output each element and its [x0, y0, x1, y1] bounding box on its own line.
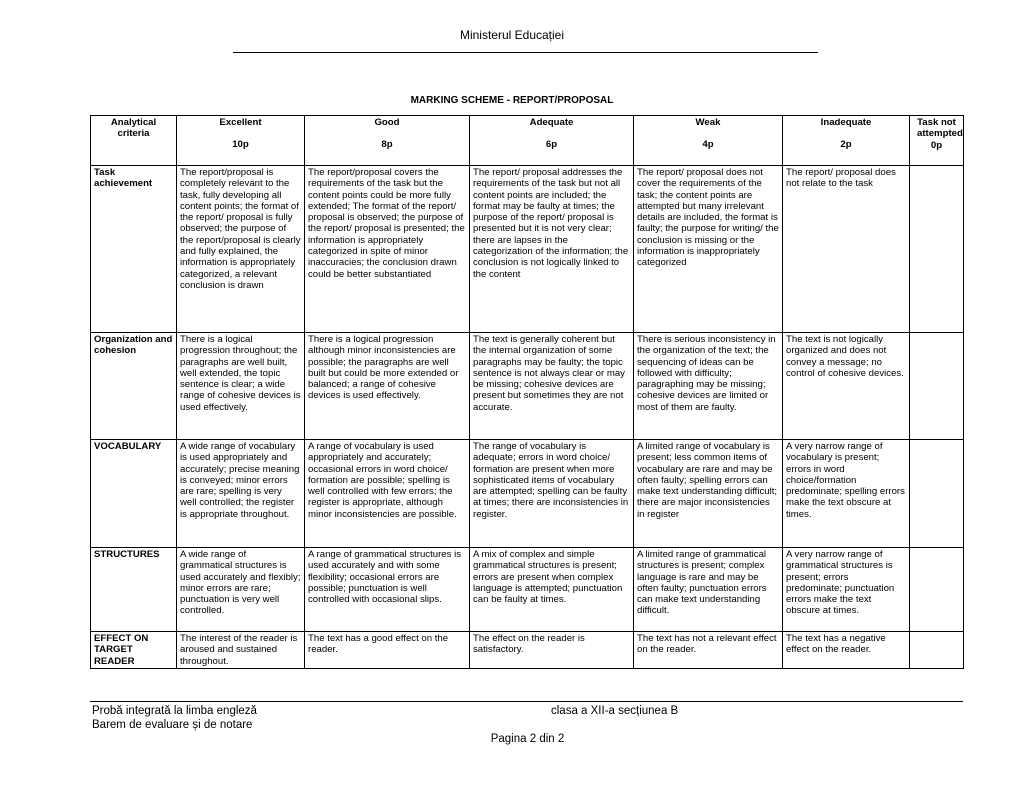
descriptor-cell: The text has a negative effect on the reader. [783, 632, 910, 669]
column-points: 6p [545, 139, 558, 151]
descriptor-cell: The report/ proposal does not relate to the task [783, 166, 910, 333]
descriptor-cell [910, 333, 964, 440]
descriptor-cell: The range of vocabulary is adequate; errors in word choice/ formation are present when more sophisticated items of vocabulary are attempted; spelling can be faulty at times; there are inconsistencies in register. [470, 440, 634, 548]
footer-exam-name: Probă integrată la limba engleză [92, 705, 257, 717]
column-header-good [305, 116, 470, 166]
column-label: Good [374, 117, 400, 128]
descriptor-cell [910, 632, 964, 669]
criterion-cell: Organization and cohesion [91, 333, 177, 440]
criterion-cell: EFFECT ON TARGET READER [91, 632, 177, 669]
table-row-structures [91, 548, 964, 632]
descriptor-cell: The report/proposal covers the requirements of the task but the content points could be more fully extended; The format of the report/ proposal is observed; the purpose of the report/ proposal is presented; the information is appropriately categorized in spite of minor inaccuracies; the conclusion drawn could be better substantiated [305, 166, 470, 333]
footer-divider [90, 701, 963, 702]
descriptor-cell: A limited range of vocabulary is present; less common items of vocabulary are rare and may be often faulty; spelling errors can make text understanding difficult; there are major inconsistencies in register [634, 440, 783, 548]
descriptor-cell: The text is generally coherent but the internal organization of some paragraphs may be faulty; the topic sentence is not always clear or may be missing; cohesive devices are present but sometimes they are not accurate. [470, 333, 634, 440]
column-points: 0p [930, 139, 943, 151]
column-label: Inadequate [820, 117, 872, 128]
column-label: Excellent [219, 117, 262, 128]
criterion-cell: VOCABULARY [91, 440, 177, 548]
descriptor-cell: The report/ proposal addresses the requirements of the task but not all content points are included; the format may be faulty at times; the purpose of the report/ proposal is presented but it is not very clear; there are lapses in the categorization of the information; the conclusion is not logically linked to the content [470, 166, 634, 333]
descriptor-cell: A range of vocabulary is used appropriately and accurately; occasional errors in word choice/ formation are possible; spelling is well controlled with few errors; the register is appropriate, although minor inconsistencies are possible. [305, 440, 470, 548]
footer-class: clasa a XII-a secțiunea B [551, 705, 679, 717]
column-header-adequate [470, 116, 634, 166]
descriptor-cell: A wide range of grammatical structures is used accurately and flexibly; minor errors are rare; punctuation is very well controlled. [177, 548, 305, 632]
table-row-organization [91, 333, 964, 440]
table-row-effect-on-reader [91, 632, 964, 669]
descriptor-cell [910, 440, 964, 548]
descriptor-cell: The interest of the reader is aroused and sustained throughout. [177, 632, 305, 669]
column-label: Adequate [529, 117, 574, 128]
descriptor-cell [910, 166, 964, 333]
descriptor-cell: A mix of complex and simple grammatical structures is present; errors are present when complex language is attempted; punctuation can be faulty at times. [470, 548, 634, 632]
table-row-task-achievement [91, 166, 964, 333]
page-number: Pagina 2 din 2 [490, 733, 565, 745]
column-label: Weak [695, 117, 721, 128]
descriptor-cell: A limited range of grammatical structures is present; complex language is rare and may be often faulty; punctuation errors can make text understanding difficult. [634, 548, 783, 632]
column-header-not-attempted [910, 116, 964, 166]
descriptor-cell: The report/proposal is completely relevant to the task, fully developing all content points; the format of the report/ proposal is fully observed; the purpose of the report/proposal is clearly and fully explained, the information is appropriately categorized, a relevant conclusion is drawn [177, 166, 305, 333]
descriptor-cell: There is a logical progression although minor inconsistencies are possible; the paragraphs are well built but could be more extended or balanced; a range of cohesive devices is used effectively. [305, 333, 470, 440]
column-points: 4p [702, 139, 714, 151]
table-row-vocabulary [91, 440, 964, 548]
descriptor-cell: There is serious inconsistency in the organization of the text; the sequencing of ideas can be followed with difficulty; paragraphing may be missing; cohesive devices are limited or most of them are faulty. [634, 333, 783, 440]
descriptor-cell: The report/ proposal does not cover the requirements of the task; the content points are attempted but many irrelevant details are included, the format is faulty; the purpose for writing/ the conclusion is missing or the information is inappropriately categorized [634, 166, 783, 333]
descriptor-cell: A range of grammatical structures is used accurately and with some flexibility; occasional errors are possible; punctuation is well controlled with occasional slips. [305, 548, 470, 632]
page-title: MARKING SCHEME - REPORT/PROPOSAL [410, 95, 614, 106]
ministry-header: Ministerul Educației [459, 28, 565, 42]
column-header-criteria [91, 116, 177, 166]
descriptor-cell: The text has not a relevant effect on the reader. [634, 632, 783, 669]
criterion-cell: Task achievement [91, 166, 177, 333]
column-label: Task not attempted [917, 117, 963, 140]
column-header-inadequate [783, 116, 910, 166]
footer-barem: Barem de evaluare și de notare [92, 719, 253, 731]
column-header-excellent [177, 116, 305, 166]
descriptor-cell: The text has a good effect on the reader. [305, 632, 470, 669]
criterion-cell: STRUCTURES [91, 548, 177, 632]
column-points: 10p [232, 139, 249, 151]
marking-scheme-table [90, 115, 964, 669]
descriptor-cell: The text is not logically organized and does not convey a message; no control of cohesive devices. [783, 333, 910, 440]
descriptor-cell: A wide range of vocabulary is used appropriately and accurately; precise meaning is conveyed; minor errors are rare; spelling is very well controlled; the register is appropriate throughout. [177, 440, 305, 548]
descriptor-cell [910, 548, 964, 632]
descriptor-cell: There is a logical progression throughout; the paragraphs are well built, well extended, the topic sentence is clear; a wide range of cohesive devices is used effectively. [177, 333, 305, 440]
descriptor-cell: A very narrow range of grammatical structures is present; errors predominate; punctuation errors make the text obscure at times. [783, 548, 910, 632]
column-points: 8p [381, 139, 393, 151]
table-header-row [91, 116, 964, 166]
column-points: 2p [840, 139, 852, 151]
column-label: Analytical criteria [110, 117, 157, 140]
descriptor-cell: A very narrow range of vocabulary is present; errors in word choice/formation predominate; spelling errors make the text obscure at times. [783, 440, 910, 548]
column-header-weak [634, 116, 783, 166]
descriptor-cell: The effect on the reader is satisfactory. [470, 632, 634, 669]
header-divider [233, 52, 818, 53]
